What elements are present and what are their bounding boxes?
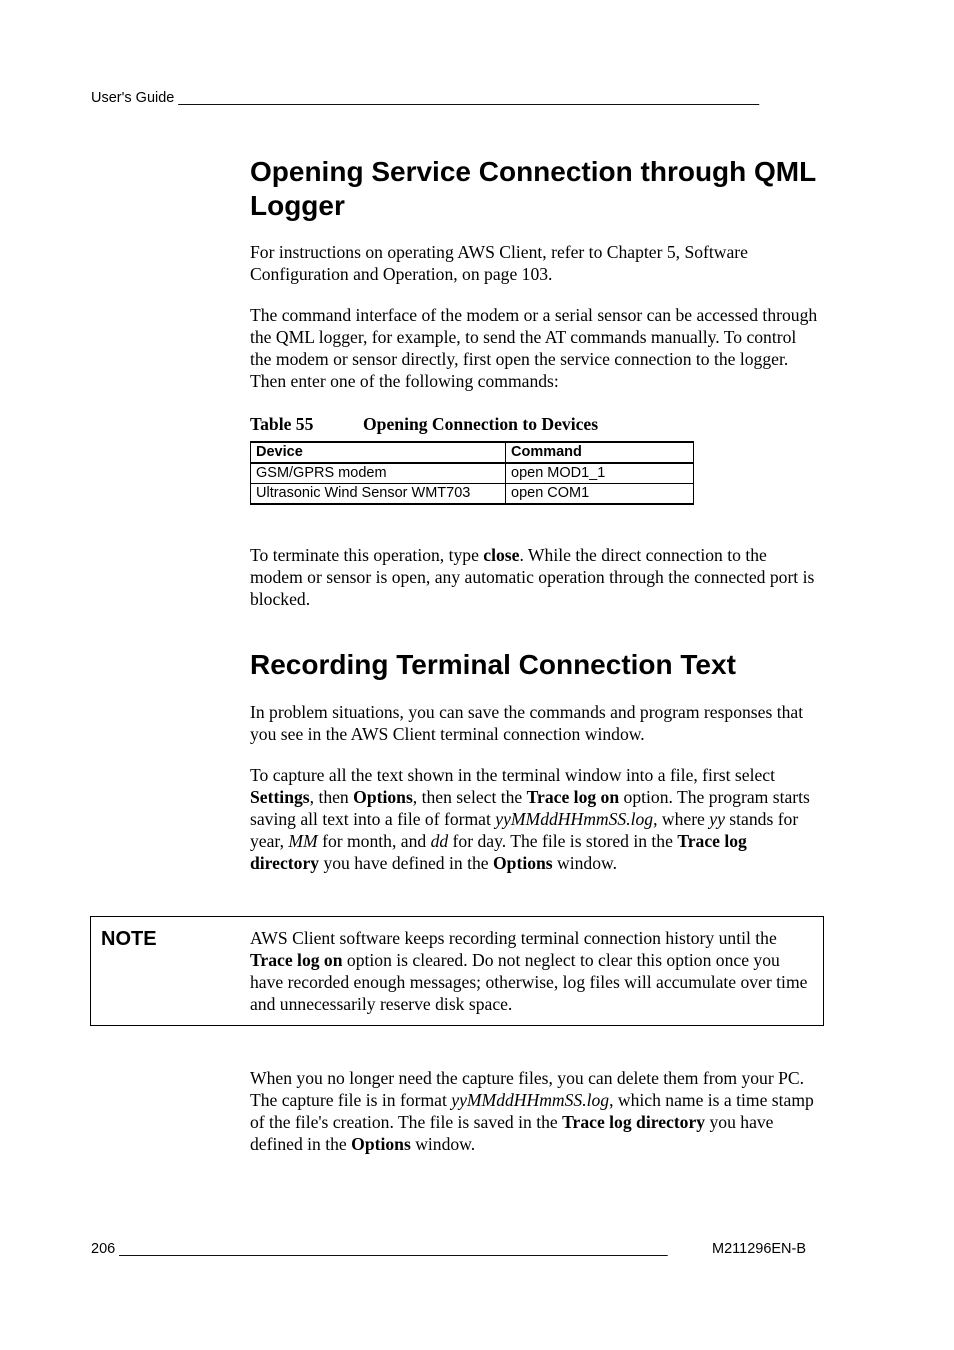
text-run: window. bbox=[410, 1134, 476, 1154]
table-cell-device: Ultrasonic Wind Sensor WMT703 bbox=[251, 484, 506, 505]
paragraph-capture-text bbox=[250, 764, 820, 874]
ui-term-options: Options bbox=[353, 787, 413, 807]
section-heading-service-connection: Opening Service Connection through QML Logger bbox=[250, 156, 816, 221]
text-run: you have defined in the bbox=[319, 853, 493, 873]
text-run: window. bbox=[552, 853, 617, 873]
devices-table bbox=[250, 441, 694, 505]
paragraph-command-interface: The command interface of the modem or a serial sensor can be accessed through the QML logger, for example, to send the AT commands manually. To control the modem or sensor directly, first open the service connection to the logger. Then enter one of the following commands: bbox=[250, 305, 818, 391]
paragraph-delete-capture-files bbox=[250, 1067, 820, 1155]
text-run: for month, and bbox=[317, 831, 431, 851]
text-run: When you no longer need the capture files, you can delete them from your PC. The capture file is in format bbox=[250, 1068, 805, 1110]
ui-term-trace-log-on: Trace log on bbox=[526, 787, 620, 807]
note-box bbox=[90, 916, 824, 1026]
section-heading-recording-terminal: Recording Terminal Connection Text bbox=[250, 649, 736, 680]
ui-term-trace-log-on: Trace log on bbox=[250, 950, 343, 970]
paragraph-terminate bbox=[250, 544, 820, 610]
text-run: AWS Client software keeps recording terminal connection history until the bbox=[250, 928, 777, 948]
text-run: you have defined in the bbox=[250, 1112, 774, 1154]
text-run: To capture all the text shown in the terminal window into a file, first select bbox=[250, 765, 775, 785]
text-run: , where bbox=[653, 809, 710, 829]
table-cell-device: GSM/GPRS modem bbox=[251, 463, 506, 484]
paragraph-problem-situations: In problem situations, you can save the commands and program responses that you see in the AWS Client terminal connection window. bbox=[250, 702, 804, 744]
table-caption bbox=[250, 413, 598, 435]
text-run: option is cleared. Do not neglect to clear this option once you have recorded enough messages; otherwise, log files will accumulate over time and unnecessarily reserve disk space. bbox=[250, 950, 808, 1014]
keyword-close: close bbox=[483, 545, 520, 565]
table-row bbox=[251, 484, 694, 505]
text-run: , which name is a time stamp of the file's creation. The file is saved in the bbox=[250, 1090, 814, 1132]
column-header-device: Device bbox=[251, 442, 506, 463]
table-cell-command: open COM1 bbox=[506, 484, 694, 505]
column-header-command: Command bbox=[506, 442, 694, 463]
text-run: . While the direct connection to the modem or sensor is open, any automatic operation through the connected port is blocked. bbox=[250, 545, 815, 609]
text-run: , then bbox=[309, 787, 354, 807]
table-header-row bbox=[251, 442, 694, 463]
paragraph-instructions: For instructions on operating AWS Client, refer to Chapter 5, Software Configuration and Operation, on page 103. bbox=[250, 242, 748, 284]
table-row bbox=[251, 463, 694, 484]
text-run: To terminate this operation, type bbox=[250, 545, 484, 565]
page-footer-doc-code: M211296EN-B bbox=[712, 1241, 807, 1257]
ui-term-settings: Settings bbox=[250, 787, 310, 807]
table-caption-number: Table 55 bbox=[250, 414, 314, 434]
file-format: yyMMddHHmmSS.log bbox=[495, 809, 654, 829]
text-run: , then select the bbox=[412, 787, 527, 807]
page-footer-number: 206 ____________________________________________________________________ bbox=[91, 1241, 668, 1257]
ui-term-trace-log-directory: Trace log directory bbox=[250, 831, 747, 873]
page-header: User's Guide ________________________________________________________________________ bbox=[91, 90, 760, 106]
table-cell-command: open MOD1_1 bbox=[506, 463, 694, 484]
format-token-mm: MM bbox=[288, 831, 318, 851]
note-label: NOTE bbox=[101, 928, 157, 950]
table-caption-title: Opening Connection to Devices bbox=[363, 414, 599, 434]
file-format: yyMMddHHmmSS.log bbox=[451, 1090, 610, 1110]
format-token-yy: yy bbox=[709, 809, 725, 829]
ui-term-trace-log-directory: Trace log directory bbox=[562, 1112, 706, 1132]
text-run: for day. The file is stored in the bbox=[448, 831, 678, 851]
ui-term-options: Options bbox=[492, 853, 553, 873]
note-text bbox=[250, 927, 810, 1015]
text-run: option. The program starts saving all text into a file of format bbox=[250, 787, 810, 829]
format-token-dd: dd bbox=[430, 831, 449, 851]
ui-term-options: Options bbox=[351, 1134, 411, 1154]
text-run: stands for year, bbox=[250, 809, 799, 851]
